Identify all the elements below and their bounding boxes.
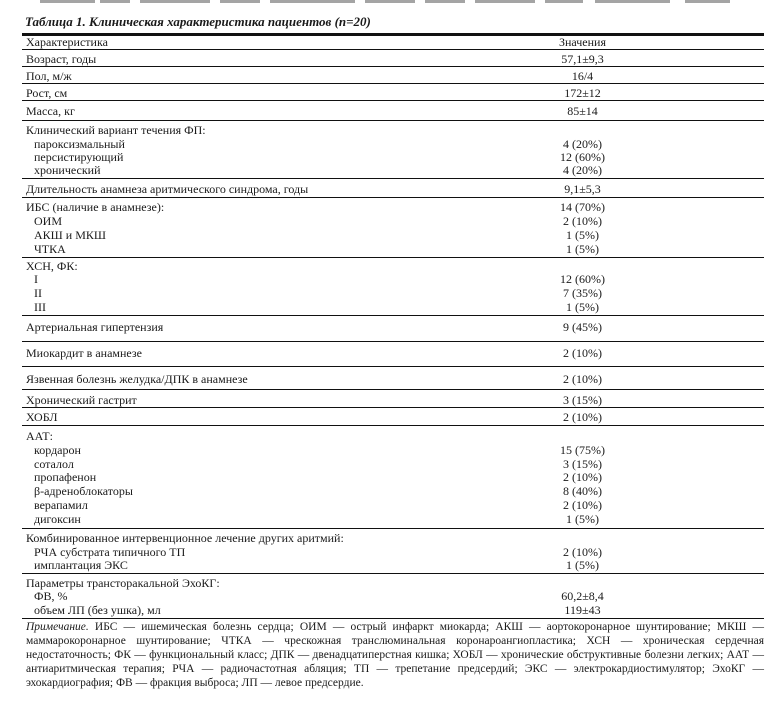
row-rule [22, 573, 764, 574]
row-label: ХСН, ФК: [26, 259, 78, 273]
row-value: 16/4 [571, 69, 594, 83]
row-value: 57,1±9,3 [561, 52, 604, 66]
row-label: пропафенон [34, 470, 97, 484]
row-value: 2 (10%) [563, 346, 602, 360]
row-value: 4 (20%) [563, 137, 602, 151]
table-header [22, 35, 764, 49]
row-label: Комбинированное интервенционное лечение других аритмий: [26, 531, 344, 545]
row-label: Масса, кг [26, 104, 75, 118]
row-label: Параметры трансторакальной ЭхоКГ: [26, 576, 220, 590]
row-value: 1 (5%) [566, 300, 599, 314]
row-rule [22, 407, 764, 408]
row-label: Артериальная гипертензия [26, 320, 164, 334]
row-value: 1 (5%) [566, 242, 599, 256]
row-rule [22, 366, 764, 367]
row-label: Язвенная болезнь желудка/ДПК в анамнезе [26, 372, 248, 386]
row-label: ОИМ [34, 214, 63, 228]
row-label: АКШ и МКШ [34, 228, 106, 242]
row-value: 85±14 [567, 104, 598, 118]
row-value: 12 (60%) [560, 150, 605, 164]
row-value: 2 (10%) [563, 498, 602, 512]
row-label: Хронический гастрит [26, 393, 137, 407]
row-rule [22, 425, 764, 426]
row-value: 8 (40%) [563, 484, 602, 498]
row-rule [22, 528, 764, 529]
cropped-text-fragment [0, 0, 782, 6]
row-label: персистирующий [34, 150, 124, 164]
row-label: I [34, 272, 38, 286]
table-note [26, 620, 764, 690]
row-label: имплантация ЭКС [34, 558, 128, 572]
row-value: 1 (5%) [566, 558, 599, 572]
row-rule [22, 389, 764, 390]
row-rule [22, 197, 764, 198]
table-caption-prefix: Таблица 1. [25, 14, 86, 29]
row-value: 7 (35%) [563, 286, 602, 300]
table-bottom-rule [22, 618, 764, 619]
row-value: 119±43 [564, 603, 601, 617]
table-caption-text: Клиническая характеристика пациентов (n=20) [89, 14, 371, 29]
row-value: 15 (75%) [560, 443, 605, 457]
row-label: дигоксин [34, 512, 81, 526]
row-label: ЧТКА [34, 242, 66, 256]
row-rule [22, 341, 764, 342]
table-caption [25, 14, 371, 30]
row-label: хронический [34, 163, 101, 177]
row-label: ААТ: [26, 429, 53, 443]
row-value: 12 (60%) [560, 272, 605, 286]
row-value: 2 (10%) [563, 470, 602, 484]
row-value: 9 (45%) [563, 320, 602, 334]
row-value: 172±12 [564, 86, 601, 100]
row-value: 60,2±8,4 [561, 589, 604, 603]
note-text: ИБС — ишемическая болезнь сердца; ОИМ — острый инфаркт миокарда; АКШ — аортокоронарное шунтирование; МКШ — маммарокоронарное шунтирование; ЧТКА — чрескожная транслюминальная коронароангиопластика; ХСН — хроническая сердечная недостаточность; ФК — функциональный класс; ДПК — двенадцатиперстная кишка; ХОБЛ — хронические обструктивные болезни легких; ААТ — антиаритмическая терапия; РЧА — радиочастотная абляция; ТП — трепетание предсердий; ЭКС — электрокардиостимулятор; ЭхоКГ — эхокардиография; ФВ — фракция выброса; ЛП — левое предсердие. [26, 621, 765, 689]
row-label: ФВ, % [34, 589, 68, 603]
row-value: 2 (10%) [563, 410, 602, 424]
row-label: ИБС (наличие в анамнезе): [26, 200, 165, 214]
row-value: 1 (5%) [566, 228, 599, 242]
row-rule [22, 83, 764, 84]
row-rule [22, 66, 764, 67]
row-label: пароксизмальный [34, 137, 125, 151]
row-rule [22, 315, 764, 316]
row-value: 2 (10%) [563, 545, 602, 559]
row-label: Возраст, годы [26, 52, 97, 66]
row-label: кордарон [34, 443, 81, 457]
row-label: Миокардит в анамнезе [26, 346, 142, 360]
row-value: 3 (15%) [563, 393, 602, 407]
row-rule [22, 120, 764, 121]
row-value: 4 (20%) [563, 163, 602, 177]
row-value: 2 (10%) [563, 372, 602, 386]
row-value: 14 (70%) [560, 200, 605, 214]
row-label: ХОБЛ [26, 410, 58, 424]
header-rule [22, 49, 764, 50]
row-value: 1 (5%) [566, 512, 599, 526]
row-value: 3 (15%) [563, 457, 602, 471]
note-label: Примечание. [26, 621, 89, 633]
row-label: Длительность анамнеза аритмического синдрома, годы [26, 182, 309, 196]
row-label: β-адреноблокаторы [34, 484, 133, 498]
row-value: 2 (10%) [563, 214, 602, 228]
row-value: 9,1±5,3 [564, 182, 601, 196]
row-label: Клинический вариант течения ФП: [26, 123, 206, 137]
row-label: соталол [34, 457, 74, 471]
row-label: Пол, м/ж [26, 69, 72, 83]
header-characteristic: Характеристика [26, 35, 108, 49]
row-rule [22, 178, 764, 179]
row-label: III [34, 300, 46, 314]
row-rule [22, 257, 764, 258]
row-label: Рост, см [26, 86, 68, 100]
row-rule [22, 100, 764, 101]
header-values: Значения [558, 35, 606, 49]
row-label: II [34, 286, 42, 300]
row-label: РЧА субстрата типичного ТП [34, 545, 186, 559]
row-label: объем ЛП (без ушка), мл [34, 603, 161, 617]
row-label: верапамил [34, 498, 88, 512]
